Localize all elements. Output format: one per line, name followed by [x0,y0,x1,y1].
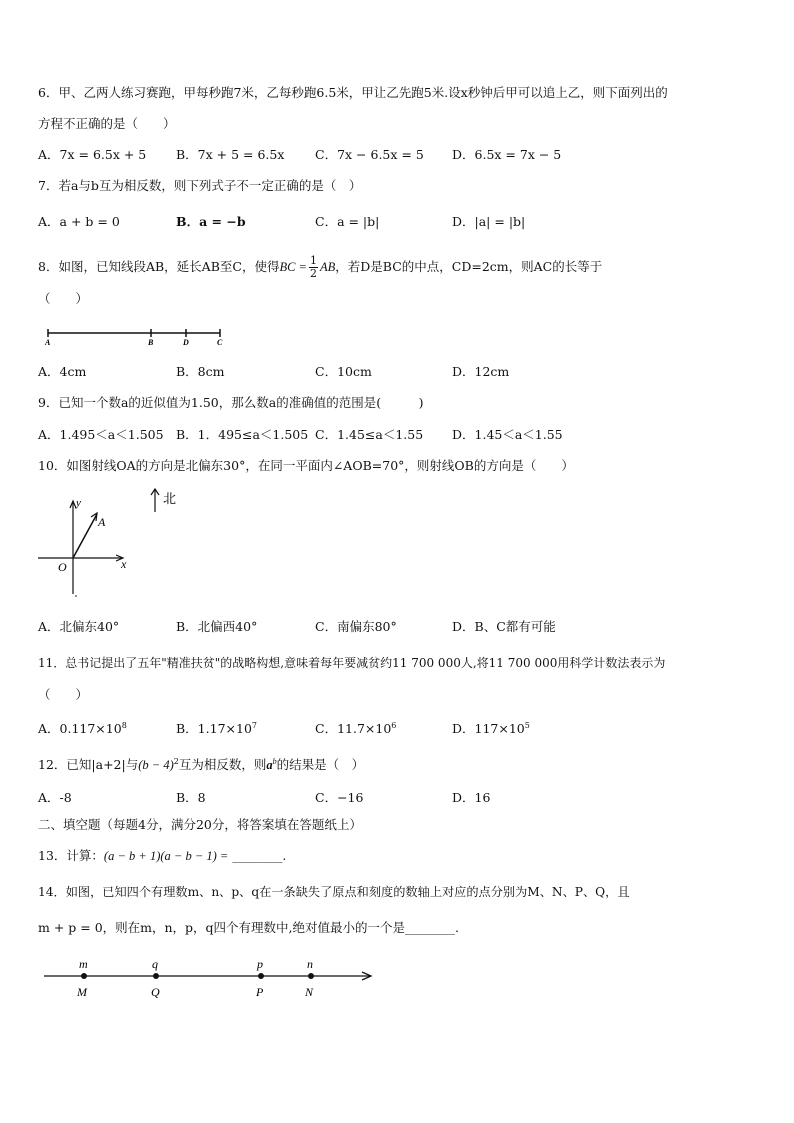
label-n: n [307,957,313,971]
q8-option-b: B．8cm [176,364,225,379]
point-n [308,973,314,979]
q9-option-a: A．1.495＜a＜1.505 [38,427,164,442]
q12-stem-pre: 12．已知|a+2|与 [38,757,139,773]
x-axis-label: x [121,557,127,571]
q12-pow-base: a [266,758,273,773]
q10-coordinate-figure [36,486,196,601]
q6-stem-line1: 6．甲、乙两人练习赛跑，甲每秒跑7米，乙每秒跑6.5米，甲让乙先跑5米.设x秒钟后甲可以追上乙，则下面列出的 [38,85,668,100]
label-Q: Q [151,985,160,999]
q10-option-a: A．北偏东40° [38,619,120,634]
north-label: 北 [163,492,177,507]
q8-stem-lhs: BC = [279,260,307,274]
q7-option-a: A．a + b = 0 [38,214,120,229]
q13-stem [38,848,286,864]
label-m: m [79,957,88,971]
q13-end: . [282,848,287,863]
q11-option-a-exp: 8 [121,721,127,730]
q11-option-d-exp: 5 [524,721,530,730]
q8-label-b: B [148,338,154,346]
q12-stem-mid: 互为相反数，则 [178,757,267,773]
q12-option-d: D．16 [452,790,491,805]
ray-oa [73,514,97,558]
q11-stem-line2: （ ） [38,687,89,702]
q11-option-b-base: B．1.17×10 [176,721,252,737]
q11-option-c-base: C．11.7×10 [315,721,392,737]
q9-option-d: D．1.45＜a＜1.55 [452,427,563,442]
q8-segment-figure [40,326,230,346]
q6-option-d: D．6.5x = 7x − 5 [452,147,562,162]
q8-fraction [309,255,318,280]
origin-label: O [58,560,67,574]
label-P: P [256,985,264,999]
q8-stem-post: ，若D是BC的中点，CD=2cm，则AC的长等于 [335,259,603,274]
q9-option-c: C．1.45≤a＜1.55 [315,427,424,442]
q11-option-a [38,718,127,737]
q12-expr-exp: 2 [173,757,179,766]
point-m [81,973,87,979]
q8-label-c: C [217,338,223,346]
q7-option-b: B．a = −b [176,214,246,229]
q10-stem: 10．如图射线OA的方向是北偏东30°，在同一平面内∠AOB=70°，则射线OB的方向是（ ） [38,458,574,473]
q6-option-b: B．7x + 5 = 6.5x [176,147,285,162]
label-N: N [305,985,314,999]
q12-pow-exp: b [272,757,277,766]
q14-stem-line1: 14．如图，已知四个有理数m、n、p、q在一条缺失了原点和刻度的数轴上对应的点分别为M、N、P、Q，且 [38,885,630,899]
point-p [258,973,264,979]
q9-option-b: B．1．495≤a＜1.505 [176,427,309,442]
q8-option-c: C．10cm [315,364,372,379]
label-q: q [152,957,158,971]
q11-option-d-base: D．117×10 [452,721,525,737]
q11-option-c [315,718,396,737]
label-M: M [77,985,87,999]
q14-stem-line2: m + p = 0，则在m，n，p，q四个有理数中,绝对值最小的一个是________. [38,920,460,935]
q10-option-d: D．B、C都有可能 [452,619,556,634]
q13-expr: (a − b + 1)(a − b − 1) = [103,849,229,863]
q8-stem-pre: 8．如图，已知线段AB，延长AB至C，使得 [38,259,280,274]
q8-stem [38,255,602,280]
q12-option-c: C．−16 [315,790,364,805]
q8-stem-rhs: AB [320,260,336,274]
q9-stem: 9．已知一个数a的近似值为1.50，那么数a的准确值的范围是( ) [38,395,424,410]
q13-answer-blank: ________ [232,848,283,863]
section-heading: 二、填空题（每题4分，满分20分，将答案填在答题纸上） [38,817,362,832]
q6-option-c: C．7x − 6.5x = 5 [315,147,424,162]
q10-option-c: C．南偏东80° [315,619,397,634]
y-axis-label: y [76,497,81,509]
q6-stem-line2: 方程不正确的是（ ） [38,116,176,131]
q12-stem [38,754,364,773]
q8-frac-den: 2 [310,267,317,280]
q10-option-b: B．北偏西40° [176,619,258,634]
q8-option-d: D．12cm [452,364,510,379]
q14-number-line-figure [40,955,380,1005]
q8-option-a: A．4cm [38,364,87,379]
q13-label: 13．计算： [38,848,104,863]
q8-label-d: D [183,338,189,346]
q6-option-a: A．7x = 6.5x + 5 [38,147,147,162]
q11-option-c-exp: 6 [391,721,397,730]
q11-option-d [452,718,530,737]
q12-stem-post: 的结果是（ ） [276,757,365,773]
ray-a-label: A [98,515,106,529]
q11-option-b-exp: 7 [251,721,257,730]
point-q [153,973,159,979]
label-p: p [257,957,263,971]
q8-frac-num: 1 [310,254,317,267]
q8-label-a: A [45,338,51,346]
q8-paren: （ ） [38,291,89,306]
q7-option-d: D．|a| = |b| [452,214,526,229]
q7-option-c: C．a = |b| [315,214,380,229]
q11-option-b [176,718,257,737]
q12-expr: (b − 4) [138,758,174,773]
q12-option-b: B．8 [176,790,206,805]
q7-stem: 7．若a与b互为相反数，则下列式子不一定正确的是（ ） [38,178,362,193]
q11-stem-line1: 11．总书记提出了五年"精准扶贫"的战略构想,意味着每年要减贫约11 700 000人,将11 700 000用科学计数法表示为 [38,656,666,670]
q12-option-a: A．-8 [38,790,72,805]
dot-mark [75,595,77,597]
q11-option-a-base: A．0.117×10 [38,721,122,737]
